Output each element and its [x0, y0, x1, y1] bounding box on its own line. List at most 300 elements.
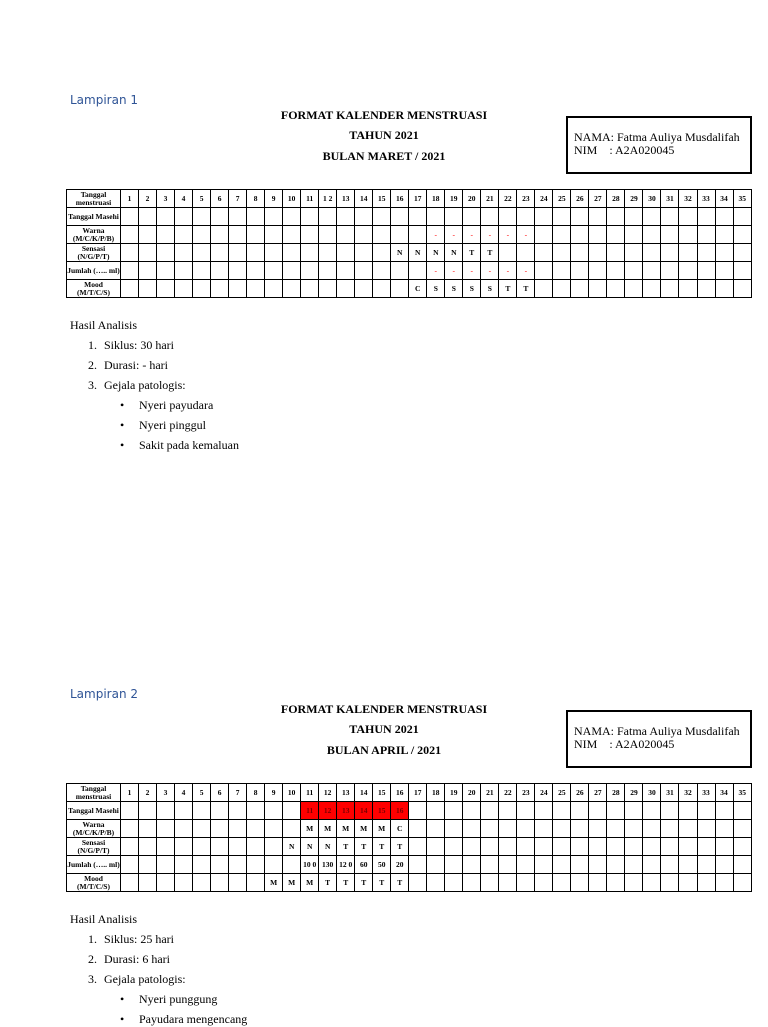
calendar-cell: 29	[625, 784, 643, 802]
calendar-cell	[499, 262, 517, 280]
calendar-cell	[211, 874, 229, 892]
calendar-cell	[463, 856, 481, 874]
calendar-cell: 17	[409, 190, 427, 208]
row-label: Warna (M/C/K/P/B)	[67, 820, 121, 838]
calendar-cell	[121, 262, 139, 280]
calendar-cell	[607, 226, 625, 244]
calendar-cell	[661, 262, 679, 280]
dash-mark: -	[470, 265, 474, 275]
calendar-cell	[337, 226, 355, 244]
calendar-cell	[661, 874, 679, 892]
calendar-cell: 9	[265, 784, 283, 802]
calendar-cell	[319, 280, 337, 298]
calendar-cell	[391, 208, 409, 226]
calendar-cell	[625, 262, 643, 280]
calendar-cell	[409, 262, 427, 280]
calendar-cell	[445, 802, 463, 820]
calendar-cell	[139, 280, 157, 298]
calendar-cell	[697, 244, 715, 262]
calendar-cell	[535, 802, 553, 820]
calendar-cell	[517, 802, 535, 820]
calendar-cell	[319, 244, 337, 262]
calendar-cell: 32	[679, 784, 697, 802]
calendar-cell	[643, 856, 661, 874]
calendar-cell	[679, 820, 697, 838]
calendar-cell	[427, 820, 445, 838]
calendar-cell	[589, 280, 607, 298]
calendar-cell	[355, 262, 373, 280]
calendar-cell	[625, 244, 643, 262]
bullet-text: Nyeri punggung	[139, 992, 218, 1006]
calendar-row	[67, 874, 752, 892]
calendar-cell: 2	[139, 784, 157, 802]
calendar-cell	[247, 856, 265, 874]
calendar-cell	[247, 820, 265, 838]
calendar-cell: T	[391, 874, 409, 892]
calendar-cell	[697, 856, 715, 874]
calendar-cell: N	[391, 244, 409, 262]
calendar-cell: 4	[175, 784, 193, 802]
calendar-cell: 21	[481, 784, 499, 802]
calendar-row	[67, 208, 752, 226]
calendar-cell	[427, 874, 445, 892]
row-label: Mood (M/T/C/S)	[67, 874, 121, 892]
calendar-cell: N	[427, 244, 445, 262]
calendar-cell: 26	[571, 190, 589, 208]
calendar-cell	[535, 874, 553, 892]
calendar-cell	[553, 874, 571, 892]
calendar-cell	[247, 208, 265, 226]
calendar-cell	[715, 262, 733, 280]
calendar-cell	[463, 208, 481, 226]
calendar-cell	[175, 280, 193, 298]
calendar-cell	[211, 820, 229, 838]
year-title: TAHUN 2021	[349, 128, 419, 142]
dash-mark: -	[452, 265, 456, 275]
calendar-cell	[175, 820, 193, 838]
calendar-cell	[121, 226, 139, 244]
calendar-cell	[283, 244, 301, 262]
calendar-cell: 30	[643, 190, 661, 208]
calendar-cell	[157, 226, 175, 244]
calendar-cell	[535, 856, 553, 874]
calendar-cell	[301, 208, 319, 226]
calendar-cell: 23	[517, 190, 535, 208]
calendar-cell	[229, 280, 247, 298]
calendar-row	[67, 820, 752, 838]
calendar-cell	[571, 262, 589, 280]
calendar-cell	[607, 820, 625, 838]
calendar-cell	[733, 208, 751, 226]
calendar-cell: 34	[715, 784, 733, 802]
calendar-cell	[157, 280, 175, 298]
calendar-cell: S	[427, 280, 445, 298]
calendar-cell	[265, 802, 283, 820]
month-title: BULAN APRIL / 2021	[326, 743, 442, 757]
calendar-cell	[445, 838, 463, 856]
calendar-cell: M	[283, 874, 301, 892]
calendar-cell: 8	[247, 784, 265, 802]
symptom-bullet	[120, 992, 217, 1007]
calendar-cell	[247, 874, 265, 892]
calendar-cell	[517, 874, 535, 892]
analysis-item	[88, 932, 174, 947]
calendar-cell	[571, 874, 589, 892]
calendar-cell: 13	[337, 784, 355, 802]
calendar-cell	[283, 802, 301, 820]
calendar-cell	[445, 262, 463, 280]
calendar-cell	[697, 820, 715, 838]
calendar-cell	[229, 856, 247, 874]
calendar-cell	[157, 820, 175, 838]
calendar-cell	[481, 226, 499, 244]
calendar-row	[67, 856, 752, 874]
calendar-cell: T	[355, 874, 373, 892]
row-label: Warna (M/C/K/P/B)	[67, 226, 121, 244]
calendar-cell	[715, 874, 733, 892]
calendar-cell: M	[319, 820, 337, 838]
calendar-cell	[373, 226, 391, 244]
calendar-cell	[463, 820, 481, 838]
calendar-cell: 3	[157, 190, 175, 208]
calendar-cell	[229, 838, 247, 856]
calendar-cell	[427, 802, 445, 820]
calendar-cell	[193, 856, 211, 874]
dash-mark: -	[470, 229, 474, 239]
calendar-cell	[715, 280, 733, 298]
calendar-cell	[121, 802, 139, 820]
calendar-cell	[535, 820, 553, 838]
calendar-cell	[463, 874, 481, 892]
calendar-cell	[265, 262, 283, 280]
dash-mark: -	[452, 229, 456, 239]
calendar-cell	[427, 208, 445, 226]
calendar-cell: 10 0	[301, 856, 319, 874]
calendar-cell	[481, 856, 499, 874]
lampiran-heading: Lampiran 1	[70, 93, 139, 107]
calendar-cell	[733, 226, 751, 244]
calendar-cell	[139, 802, 157, 820]
calendar-cell: S	[445, 280, 463, 298]
calendar-cell	[553, 838, 571, 856]
calendar-cell	[355, 244, 373, 262]
calendar-cell: 12	[319, 802, 337, 820]
calendar-cell	[733, 244, 751, 262]
calendar-cell	[643, 820, 661, 838]
calendar-cell	[265, 226, 283, 244]
calendar-cell: 5	[193, 190, 211, 208]
item-number: 1.	[88, 932, 97, 946]
calendar-cell: 34	[715, 190, 733, 208]
calendar-cell: N	[301, 838, 319, 856]
calendar-cell	[625, 820, 643, 838]
calendar-cell	[427, 262, 445, 280]
calendar-cell: T	[355, 838, 373, 856]
calendar-cell	[715, 244, 733, 262]
calendar-cell	[247, 244, 265, 262]
calendar-cell	[373, 280, 391, 298]
calendar-cell: 33	[697, 784, 715, 802]
calendar-cell	[301, 280, 319, 298]
bullet-icon: •	[120, 992, 125, 1006]
calendar-cell	[643, 208, 661, 226]
calendar-cell	[175, 838, 193, 856]
calendar-cell	[265, 838, 283, 856]
calendar-cell: 25	[553, 784, 571, 802]
calendar-cell: 17	[409, 784, 427, 802]
analysis-item	[88, 338, 174, 353]
calendar-cell	[679, 802, 697, 820]
calendar-cell	[607, 856, 625, 874]
calendar-cell	[481, 874, 499, 892]
calendar-cell	[355, 226, 373, 244]
calendar-cell	[661, 856, 679, 874]
calendar-cell	[373, 208, 391, 226]
calendar-cell	[391, 280, 409, 298]
calendar-cell	[211, 226, 229, 244]
calendar-cell: S	[463, 280, 481, 298]
calendar-cell: 19	[445, 190, 463, 208]
calendar-cell	[679, 856, 697, 874]
calendar-cell	[229, 262, 247, 280]
calendar-cell	[499, 820, 517, 838]
calendar-cell	[391, 262, 409, 280]
calendar-cell: T	[319, 874, 337, 892]
calendar-cell	[697, 262, 715, 280]
calendar-cell	[337, 208, 355, 226]
calendar-cell: 12	[319, 784, 337, 802]
calendar-cell	[445, 226, 463, 244]
calendar-cell: N	[409, 244, 427, 262]
calendar-cell	[517, 838, 535, 856]
calendar-cell: M	[265, 874, 283, 892]
calendar-cell	[553, 820, 571, 838]
calendar-cell	[661, 244, 679, 262]
calendar-cell: 1	[121, 190, 139, 208]
item-text: Durasi: - hari	[104, 358, 168, 372]
calendar-cell	[607, 280, 625, 298]
calendar-cell	[229, 874, 247, 892]
calendar-cell: 10	[283, 190, 301, 208]
calendar-cell	[589, 820, 607, 838]
calendar-cell: 18	[427, 190, 445, 208]
calendar-cell	[283, 856, 301, 874]
calendar-cell	[697, 226, 715, 244]
calendar-cell	[733, 802, 751, 820]
calendar-cell: T	[373, 874, 391, 892]
calendar-cell	[175, 244, 193, 262]
calendar-cell	[535, 208, 553, 226]
calendar-cell: 24	[535, 190, 553, 208]
calendar-cell	[499, 244, 517, 262]
calendar-cell	[499, 838, 517, 856]
calendar-cell	[715, 802, 733, 820]
calendar-cell	[211, 280, 229, 298]
calendar-cell	[409, 838, 427, 856]
calendar-cell	[193, 226, 211, 244]
student-nim: NIM : A2A020045	[574, 737, 675, 751]
item-number: 3.	[88, 378, 97, 392]
calendar-cell	[121, 856, 139, 874]
calendar-cell	[247, 802, 265, 820]
calendar-row	[67, 802, 752, 820]
dash-mark: -	[488, 229, 492, 239]
calendar-cell: 11	[301, 802, 319, 820]
analysis-item	[88, 358, 168, 373]
calendar-cell	[175, 856, 193, 874]
calendar-cell: 11	[301, 784, 319, 802]
calendar-cell	[661, 838, 679, 856]
calendar-cell	[517, 820, 535, 838]
calendar-cell	[643, 280, 661, 298]
calendar-cell	[607, 208, 625, 226]
calendar-row	[67, 226, 752, 244]
calendar-cell	[589, 262, 607, 280]
calendar-cell	[265, 856, 283, 874]
calendar-cell	[409, 874, 427, 892]
calendar-cell	[697, 838, 715, 856]
calendar-cell: 22	[499, 784, 517, 802]
calendar-cell: 35	[733, 190, 751, 208]
calendar-cell	[571, 856, 589, 874]
student-name: NAMA: Fatma Auliya Musdalifah	[574, 724, 740, 738]
calendar-cell	[679, 838, 697, 856]
bullet-icon: •	[120, 1012, 125, 1026]
dash-mark: -	[524, 229, 528, 239]
calendar-cell	[427, 226, 445, 244]
calendar-cell	[715, 838, 733, 856]
calendar-cell	[121, 280, 139, 298]
calendar-cell: 14	[355, 784, 373, 802]
calendar-cell	[607, 838, 625, 856]
calendar-cell	[697, 280, 715, 298]
calendar-cell	[715, 226, 733, 244]
calendar-cell	[355, 208, 373, 226]
calendar-cell	[229, 208, 247, 226]
item-text: Gejala patologis:	[104, 378, 186, 392]
calendar-cell: 20	[463, 190, 481, 208]
calendar-cell	[733, 874, 751, 892]
calendar-cell: 4	[175, 190, 193, 208]
calendar-cell: 9	[265, 190, 283, 208]
calendar-cell	[607, 802, 625, 820]
calendar-cell	[679, 280, 697, 298]
calendar-cell: 26	[571, 784, 589, 802]
symptom-bullet	[120, 398, 213, 413]
calendar-cell	[445, 856, 463, 874]
calendar-cell	[499, 802, 517, 820]
symptom-bullet	[120, 418, 206, 433]
calendar-cell	[175, 262, 193, 280]
calendar-cell	[157, 838, 175, 856]
item-number: 1.	[88, 338, 97, 352]
row-label: Tanggal menstruasi	[67, 784, 121, 802]
symptom-bullet	[120, 438, 239, 453]
calendar-cell	[211, 208, 229, 226]
calendar-cell: N	[283, 838, 301, 856]
dash-mark: -	[488, 265, 492, 275]
calendar-cell	[553, 280, 571, 298]
calendar-cell	[589, 226, 607, 244]
calendar-cell	[445, 208, 463, 226]
calendar-cell	[175, 874, 193, 892]
calendar-cell: 28	[607, 190, 625, 208]
calendar-cell	[679, 244, 697, 262]
calendar-cell: T	[373, 838, 391, 856]
calendar-cell	[211, 856, 229, 874]
calendar-cell	[571, 226, 589, 244]
menstrual-calendar-table	[66, 783, 752, 892]
calendar-cell	[679, 226, 697, 244]
calendar-cell: C	[391, 820, 409, 838]
calendar-cell	[193, 820, 211, 838]
calendar-cell	[175, 208, 193, 226]
calendar-cell: 130	[319, 856, 337, 874]
calendar-cell	[337, 244, 355, 262]
calendar-cell	[499, 856, 517, 874]
calendar-cell	[157, 856, 175, 874]
calendar-cell	[409, 208, 427, 226]
calendar-cell: 2	[139, 190, 157, 208]
dash-mark: -	[434, 265, 438, 275]
calendar-cell	[175, 802, 193, 820]
calendar-cell	[409, 802, 427, 820]
calendar-cell: 10	[283, 784, 301, 802]
calendar-cell	[139, 262, 157, 280]
item-number: 3.	[88, 972, 97, 986]
calendar-cell: T	[391, 838, 409, 856]
calendar-cell	[607, 244, 625, 262]
calendar-cell	[535, 226, 553, 244]
calendar-cell	[229, 820, 247, 838]
student-nim: NIM : A2A020045	[574, 143, 675, 157]
calendar-cell	[283, 226, 301, 244]
calendar-cell	[589, 856, 607, 874]
calendar-row	[67, 280, 752, 298]
calendar-cell	[553, 226, 571, 244]
calendar-cell	[301, 244, 319, 262]
calendar-cell	[283, 262, 301, 280]
calendar-cell: 12 0	[337, 856, 355, 874]
calendar-cell	[247, 838, 265, 856]
calendar-cell	[643, 244, 661, 262]
identity-box	[566, 710, 752, 768]
month-title: BULAN MARET / 2021	[322, 149, 446, 163]
calendar-cell	[121, 838, 139, 856]
calendar-cell	[733, 820, 751, 838]
analysis-heading: Hasil Analisis	[70, 912, 138, 926]
calendar-cell: 29	[625, 190, 643, 208]
calendar-cell	[733, 856, 751, 874]
calendar-cell: 5	[193, 784, 211, 802]
calendar-cell: 23	[517, 784, 535, 802]
calendar-cell	[463, 226, 481, 244]
calendar-cell	[121, 244, 139, 262]
calendar-cell	[481, 802, 499, 820]
calendar-cell: T	[517, 280, 535, 298]
analysis-item	[88, 378, 186, 393]
lampiran-heading: Lampiran 2	[70, 687, 139, 701]
calendar-cell	[643, 802, 661, 820]
calendar-cell	[589, 874, 607, 892]
form-title: FORMAT KALENDER MENSTRUASI	[280, 108, 488, 122]
calendar-cell: 50	[373, 856, 391, 874]
calendar-cell	[571, 838, 589, 856]
calendar-cell: 13	[337, 190, 355, 208]
calendar-cell	[265, 820, 283, 838]
calendar-cell	[211, 802, 229, 820]
calendar-cell	[661, 226, 679, 244]
